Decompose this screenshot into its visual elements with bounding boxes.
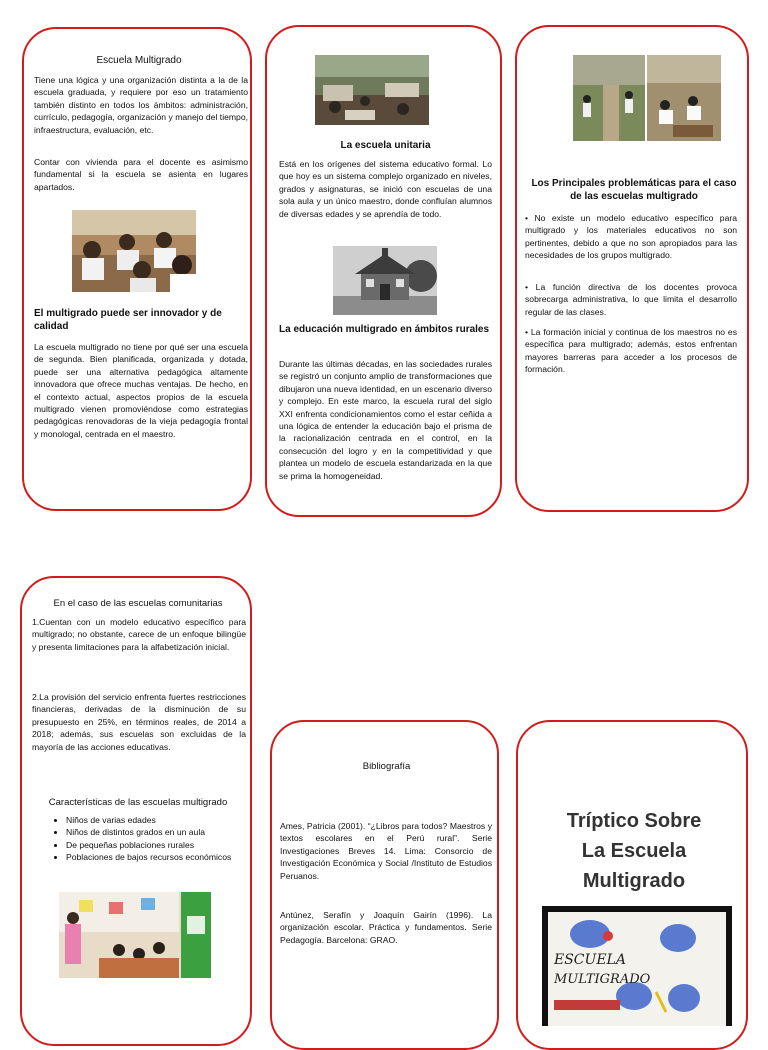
- panel-title: Escuela Multigrado: [96, 55, 182, 66]
- list-item: • Niños de distintos grados en un aula: [66, 826, 252, 838]
- panel-escuela-unitaria: [265, 25, 502, 517]
- schoolhouse-photo: [333, 246, 437, 315]
- panel-escuela-multigrado: [22, 27, 252, 511]
- cover-title-line: La Escuela: [581, 840, 687, 862]
- bullet-paragraph: • La formación inicial y continua de los maestros no es específica para multigrado; además, estos enfrentan mayores barreras para acceder a los procesos de formación.: [525, 327, 737, 375]
- school-photo-collage: [573, 55, 721, 141]
- paragraph: 2.La provisión del servicio enfrenta fuertes restricciones financieras, derivadas de la disminución de su presupuesto en 25%, en términos reales, de 2014 a 2018; además, sus escuelas son excluidas de la mayoría de las acciones educativas.: [32, 692, 246, 752]
- reference: Antúnez, Serafín y Joaquín Gairín (1996). La organización escolar. Práctica y fundamentos. Serie Pedagogía. Barcelona: GRAO.: [280, 910, 492, 945]
- panel-title: Los Principales problemáticas para el caso de las escuelas multigrado: [531, 178, 737, 202]
- paragraph: Contar con vivienda para el docente es asimismo fundamental si la escuela se asienta en lugares apartados.: [34, 157, 248, 192]
- bullet-paragraph: • No existe un modelo educativo específico para multigrado y los materiales educativos no son pertinentes, debido a que no son apropiados para las necesidades de los grupos multigrado.: [525, 213, 737, 261]
- section-heading: El multigrado puede ser innovador y de calidad: [34, 308, 222, 332]
- reference: Ames, Patricia (2001). “¿Libros para todos? Maestros y textos escolares en el Perú rural”. Serie Investigaciones Breves 14. Lima: Consorcio de Investigación Económica y Social /Instituto de Estudios Peruanos.: [280, 821, 492, 881]
- characteristics-list: [50, 814, 252, 864]
- section-heading: La educación multigrado en ámbitos rurales: [279, 324, 490, 335]
- classroom-photo: [315, 55, 429, 125]
- paragraph: Durante las últimas décadas, en las sociedades rurales se registró un conjunto amplio de transformaciones que dibujaron una nueva identidad, en un escenario diverso y complejo. En este marco, la escuela rural del siglo XXI enfrenta condicionamientos como el estar ceñida a una lógica de entender la educación bajo el prisma de la racionalización centrada en el control, en la consecución del logro y en la competitividad y que plantea un modelo de escuela estandarizada en la que se prima la homogeneidad.: [279, 359, 492, 481]
- paragraph: 1.Cuentan con un modelo educativo específico para multigrado; no obstante, carece de un enfoque bilingüe y presenta limitaciones para la alfabetización inicial.: [32, 617, 246, 652]
- cover-text: MULTIGRADO: [554, 972, 651, 987]
- cover-title-line: Multigrado: [582, 870, 686, 892]
- panel-title: Bibliografía: [362, 761, 411, 772]
- panel-title: La escuela unitaria: [340, 140, 431, 151]
- cover-image: [542, 906, 732, 1026]
- panel-cover: [516, 720, 748, 1050]
- list-item: • Niños de varias edades: [66, 814, 252, 826]
- subtitle: Características de las escuelas multigrado: [48, 797, 228, 808]
- paragraph: Está en los orígenes del sistema educativo formal. Lo que hoy es un sistema complejo organizado en niveles, grados y asignaturas, se inició con escuelas de una sola aula y un único maestro, donde confluían alumnos de diversas edades y se aprendía de todo.: [279, 159, 492, 219]
- panel-bibliografia: [270, 720, 499, 1050]
- bullet-paragraph: • La función directiva de los docentes provoca sobrecarga administrativa, lo que limita el desarrollo regular de las clases.: [525, 282, 737, 317]
- classroom-photo: [72, 210, 196, 292]
- paragraph: Tiene una lógica y una organización distinta a la de la escuela graduada, y requiere por eso un tratamiento también distinto en todos los ámbitos: administración, currículo, pedagogía, organización y manejo del tiempo, infraestructura, evaluación, etc.: [34, 75, 248, 135]
- panel-escuelas-comunitarias: [20, 576, 252, 1046]
- cover-title-line: Tríptico Sobre: [566, 810, 702, 832]
- list-item: • Poblaciones de bajos recursos económicos: [66, 851, 252, 863]
- panel-problematicas: [515, 25, 749, 512]
- list-item: • De pequeñas poblaciones rurales: [66, 839, 252, 851]
- cover-text: ESCUELA: [554, 952, 626, 968]
- panel-title: En el caso de las escuelas comunitarias: [53, 598, 223, 609]
- paragraph: La escuela multigrado no tiene por qué ser una escuela de segunda. Bien planificada, organizada y dotada, puede ser una alternativa pedagógica altamente innovadora que ofrece muchas ventajas. De hecho, en el contexto actual, aspectos propios de la escuela multigrado vienen promoviéndose como estrategias pedagógicas renovadoras de la vieja pedagogía frontal y monologal, centrada en el maestro.: [34, 342, 248, 439]
- classroom-photo: [59, 892, 211, 978]
